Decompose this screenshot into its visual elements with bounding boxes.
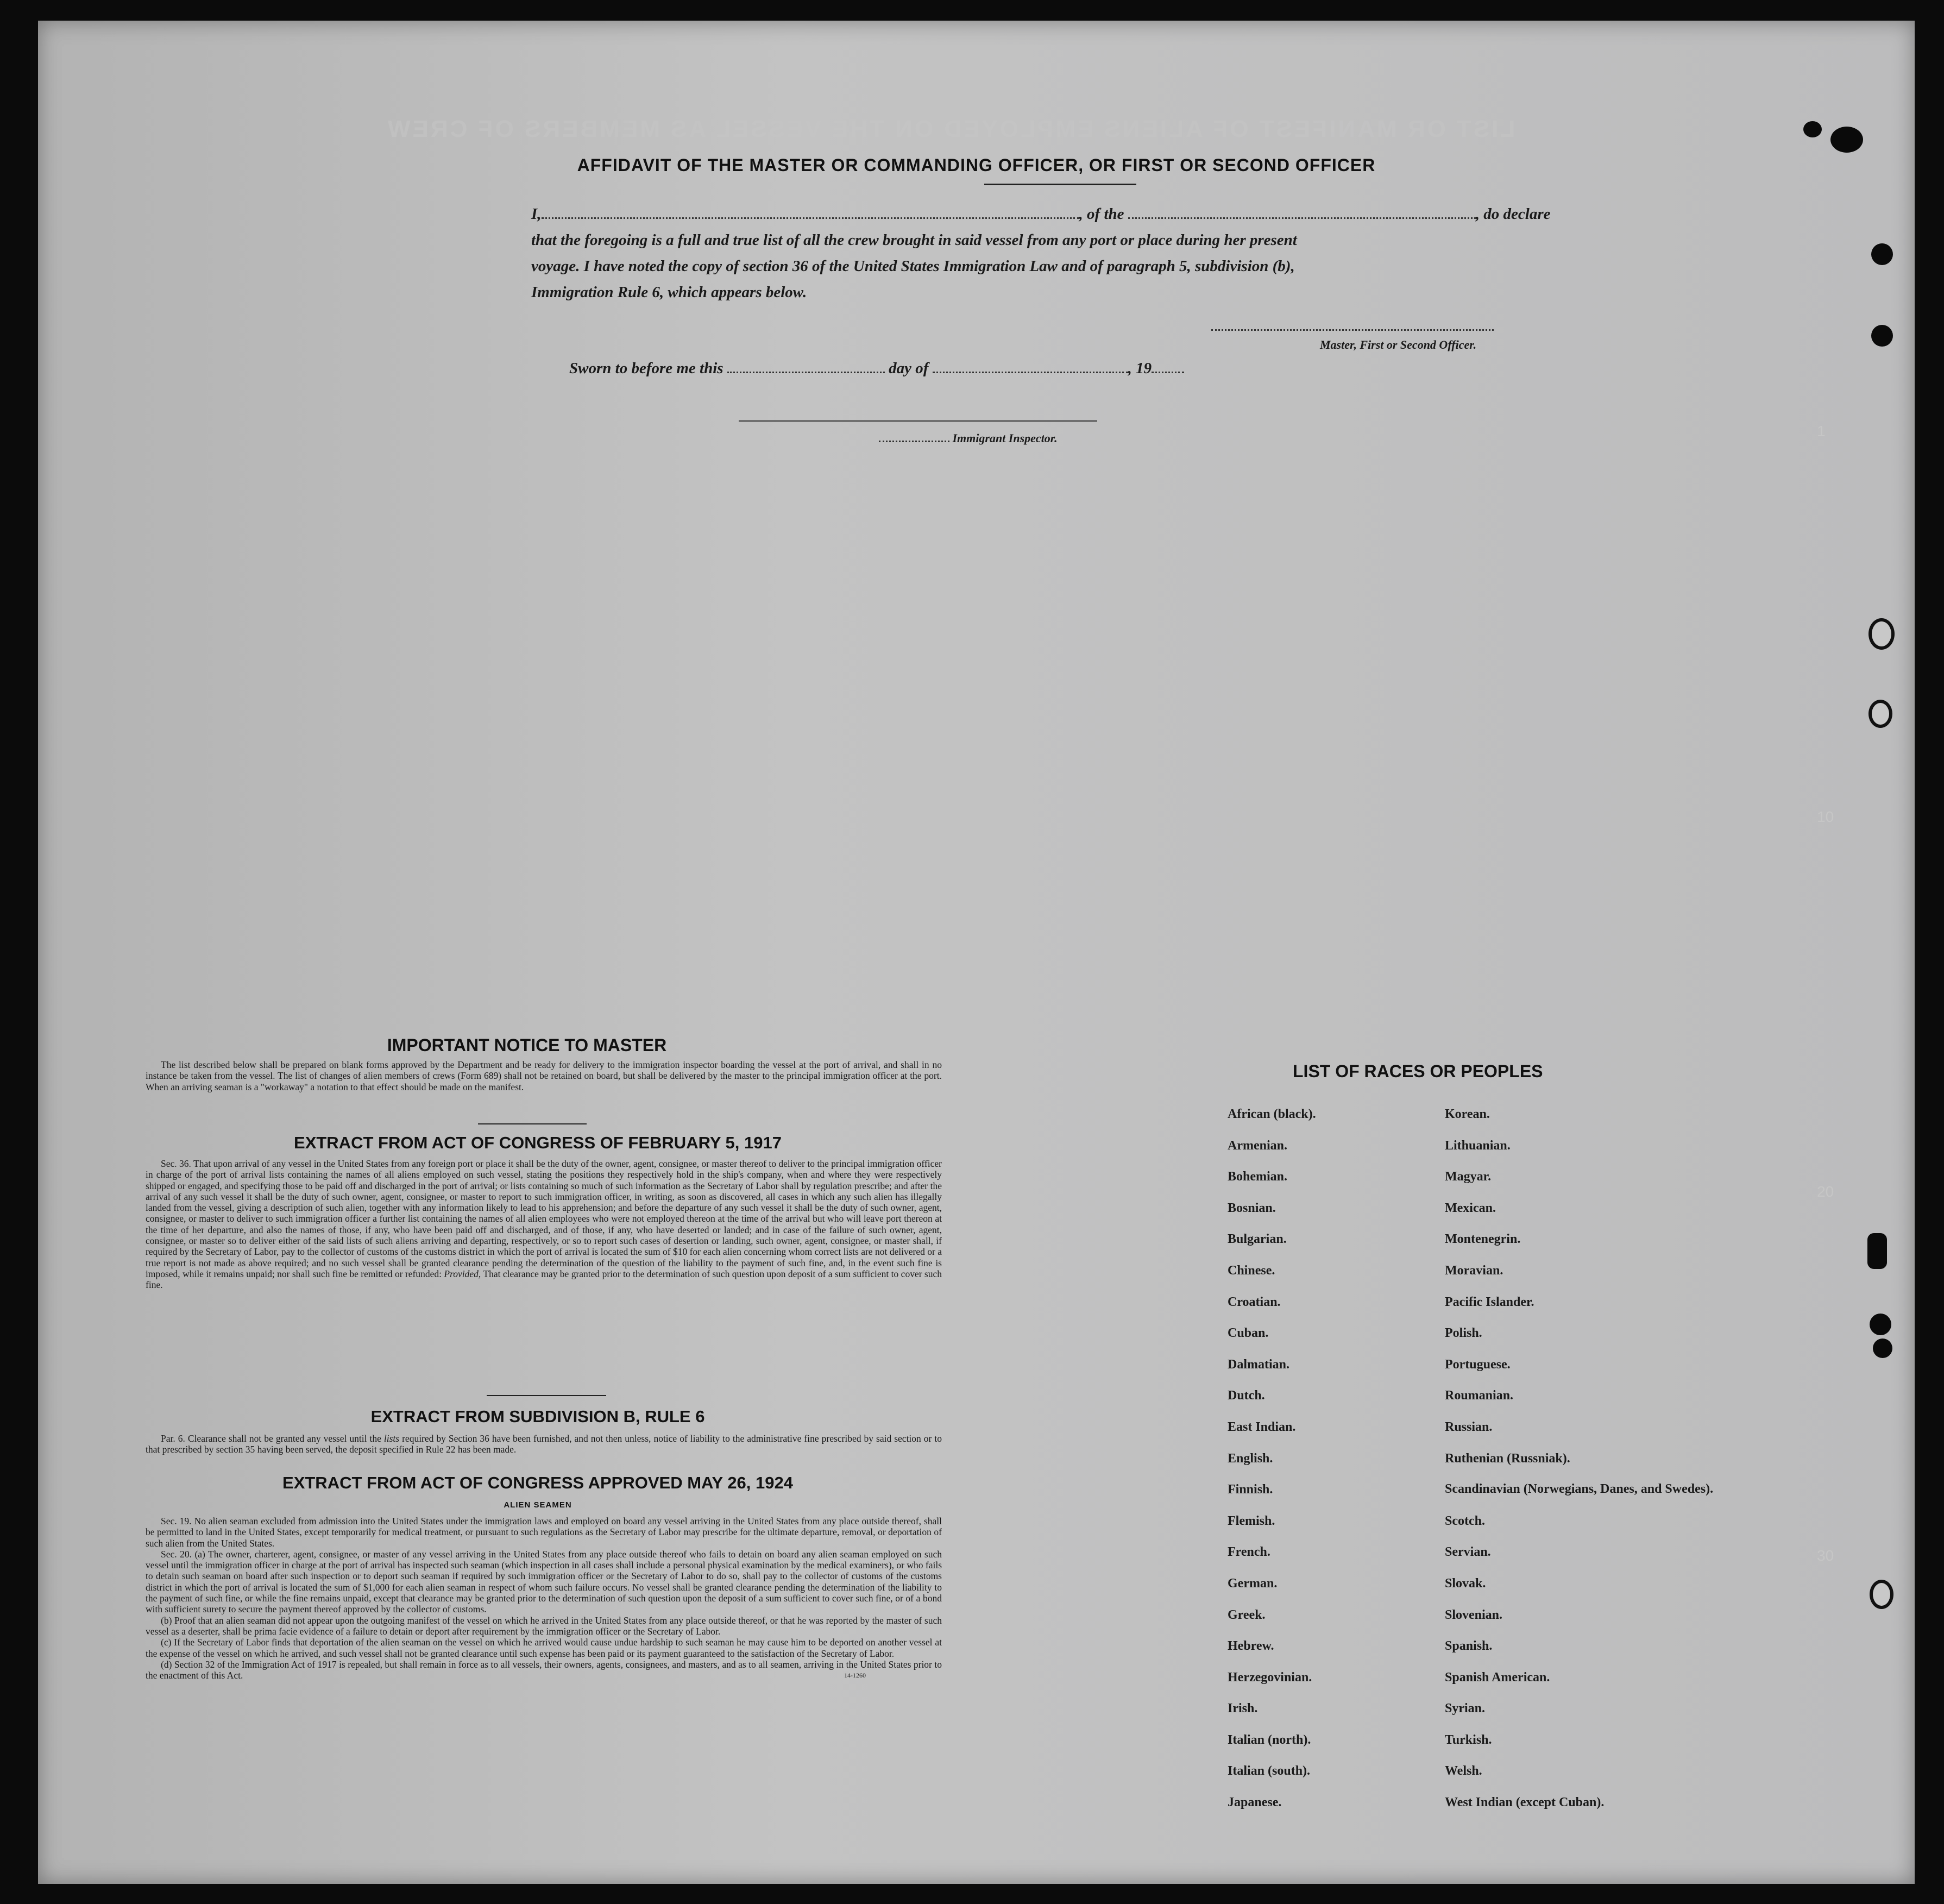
race-item: Hebrew. xyxy=(1228,1639,1274,1654)
signature-caption: Master, First or Second Officer. xyxy=(1320,338,1477,351)
subdivision-b-text xyxy=(146,1433,942,1455)
divider xyxy=(487,1395,606,1396)
sec-19-paragraph: Sec. 19. No alien seaman excluded from admission into the United States under the immigration laws and employed on board any vessel arriving in the United States from any place outside thereof, shall be permitted to land in the United States, except temporarily for medical treatment, or pursuant to such regulations as the Secretary of Labor may prescribe for the ultimate departure, removal, or deportation of such alien from the United States. xyxy=(146,1516,942,1549)
extract-1924-text xyxy=(146,1516,942,1681)
race-item: Syrian. xyxy=(1445,1701,1486,1716)
race-item: Scotch. xyxy=(1445,1513,1485,1528)
affidavit-title: AFFIDAVIT OF THE MASTER OR COMMANDING OFFICER, OR FIRST OR SECOND OFFICER xyxy=(577,155,1376,175)
binder-ring xyxy=(1870,1580,1893,1609)
race-item: Flemish. xyxy=(1228,1513,1275,1528)
extract-1917-text xyxy=(146,1158,942,1291)
par-6-text-before: Par. 6. Clearance shall not be granted any vessel until the xyxy=(161,1433,381,1444)
declaration-line-1 xyxy=(531,205,1550,223)
race-item: Italian (north). xyxy=(1228,1732,1311,1747)
race-item: Mexican. xyxy=(1445,1201,1496,1215)
race-item: Herzegovinian. xyxy=(1228,1670,1312,1685)
race-item: Greek. xyxy=(1228,1607,1266,1622)
race-item: Moravian. xyxy=(1445,1263,1503,1278)
race-item: Italian (south). xyxy=(1228,1764,1311,1779)
of-the-label: , of the xyxy=(1079,205,1124,223)
races-title: LIST OF RACES OR PEOPLES xyxy=(1293,1061,1543,1081)
race-item: Cuban. xyxy=(1228,1326,1269,1341)
binder-hole xyxy=(1871,243,1893,265)
proviso-label: Provided, xyxy=(444,1268,481,1279)
race-item: Finnish. xyxy=(1228,1482,1273,1497)
race-item: Pacific Islander. xyxy=(1445,1295,1534,1309)
race-item: Dutch. xyxy=(1228,1388,1265,1403)
race-item: Korean. xyxy=(1445,1107,1490,1121)
race-item: Slovenian. xyxy=(1445,1607,1503,1622)
race-item: Bohemian. xyxy=(1228,1170,1288,1184)
race-item: West Indian (except Cuban). xyxy=(1445,1795,1605,1810)
par-6-text-after: required by Section 36 have been furnished, and not then unless, notice of liability to the administrative fine prescribed by said section or to that prescribed by section 35 having been served, the deposit specified in Rule 22 has been made. xyxy=(146,1433,942,1455)
race-item: Japanese. xyxy=(1228,1795,1282,1810)
alien-seamen-subtitle: ALIEN SEAMEN xyxy=(504,1500,572,1510)
race-item: Polish. xyxy=(1445,1326,1482,1341)
race-item: English. xyxy=(1228,1451,1273,1466)
race-item: Turkish. xyxy=(1445,1732,1492,1747)
inspector-signature-line xyxy=(739,420,1097,422)
inspector-caption xyxy=(879,431,1058,445)
bleed-through-header: LIST OR MANIFEST OF ALIENS EMPLOYED ON THE VESSEL AS MEMBERS OF CREW xyxy=(386,116,1515,142)
declaration-line-2: that the foregoing is a full and true list of all the crew brought in said vessel from any port or place during her present xyxy=(531,231,1297,249)
i-label: I, xyxy=(531,205,542,223)
race-item: Ruthenian (Russniak). xyxy=(1445,1451,1570,1466)
race-item: Lithuanian. xyxy=(1445,1138,1511,1153)
divider xyxy=(478,1123,587,1124)
race-item: East Indian. xyxy=(1228,1419,1296,1434)
race-item: Dalmatian. xyxy=(1228,1357,1289,1372)
extract-1917-title: EXTRACT FROM ACT OF CONGRESS OF FEBRUARY 5, 1917 xyxy=(294,1133,782,1152)
bleed-row-number: 30 xyxy=(1817,1547,1834,1564)
race-item: Spanish. xyxy=(1445,1639,1493,1654)
bleed-row-number: 1 xyxy=(1817,423,1826,439)
sworn-label: Sworn to before me this xyxy=(569,360,724,377)
declaration-line-3: voyage. I have noted the copy of section 36 of the United States Immigration Law and of paragraph 5, subdivision (b), xyxy=(531,257,1295,275)
name-blank[interactable] xyxy=(542,216,1079,219)
races-list xyxy=(1228,1107,1716,1851)
sec-20a-paragraph: Sec. 20. (a) The owner, charterer, agent, consignee, or master of any vessel arriving in the United States from any place outside thereof who fails to detain on board any alien seaman employed on such vessel until the immigration officer in charge at the port of arrival has inspected such seaman (which inspection in all cases shall include a personal physical examination by the medical examiners), or who fails to detain such seaman on board after such inspection or to deport such seaman if required by such immigration officer or the Secretary of Labor to do so, shall pay to the collector of customs of the customs district in which the port of arrival is located the sum of $1,000 for each alien seaman in respect of whom such failure occurs. No vessel shall be granted clearance pending the determination of the liability to the payment of such fine, or while the fine remains unpaid, except that clearance may be granted prior to the determination of such question upon the deposit of a sum sufficient to cover such fine, or of a bond with sufficient surety to secure the payment thereof approved by the collector of customs. xyxy=(146,1548,942,1615)
race-item: Spanish American. xyxy=(1445,1670,1550,1685)
declaration-line-4: Immigration Rule 6, which appears below. xyxy=(531,284,807,301)
signature-line[interactable] xyxy=(1211,328,1494,331)
section-36-paragraph xyxy=(146,1158,942,1291)
sec-20d-paragraph xyxy=(146,1659,942,1681)
form-number: 14-1260 xyxy=(844,1672,866,1680)
binder-hole xyxy=(1871,325,1893,347)
race-item: Armenian. xyxy=(1228,1138,1287,1153)
race-item: Slovak. xyxy=(1445,1576,1486,1591)
binder-hole xyxy=(1873,1339,1892,1358)
binder-ring xyxy=(1868,618,1895,650)
extract-1924-title: EXTRACT FROM ACT OF CONGRESS APPROVED MAY 26, 1924 xyxy=(282,1473,793,1492)
sworn-day-blank[interactable] xyxy=(727,370,885,373)
race-item: Montenegrin. xyxy=(1445,1232,1521,1247)
vessel-blank[interactable] xyxy=(1128,216,1476,219)
race-item: Roumanian. xyxy=(1445,1388,1514,1403)
binder-hole xyxy=(1867,1233,1887,1269)
race-item: African (black). xyxy=(1228,1107,1316,1121)
race-item: Chinese. xyxy=(1228,1263,1275,1278)
race-item: German. xyxy=(1228,1576,1278,1591)
race-item: Croatian. xyxy=(1228,1295,1281,1309)
binder-hole xyxy=(1870,1314,1891,1335)
year-blank[interactable] xyxy=(1152,370,1184,373)
proviso-text: That clearance may be granted prior to the determination of such question upon deposit of a sum sufficient to cover such fine. xyxy=(146,1268,942,1291)
sworn-line xyxy=(569,360,1184,378)
bleed-row-number: 10 xyxy=(1817,808,1834,825)
bleed-row-number: 20 xyxy=(1817,1183,1834,1200)
section-36-text: Sec. 36. That upon arrival of any vessel in the United States from any foreign port or place it shall be the duty of the owner, agent, consignee, or master thereof to deliver to the principal immigration officer in charge of the port of arrival lists containing the names of all aliens employed on such vessel, stating the positions they respectively hold in the ship's company, when and where they were respectively shipped or engaged, and specifying those to be paid off and discharged in the port of arrival; or lists containing so much of such information as the Secretary of Labor shall by regulation prescribe; and after the arrival of any such vessel it shall be the duty of such owner, agent, consignee, or master to report to such immigration officer, in writing, as soon as discovered, all cases in which any such alien has illegally landed from the vessel, giving a description of such alien, together with any information likely to lead to his apprehension; and before the departure of any such vessel it shall be the duty of such owner, agent, consignee, or master to deliver to such immigration officer a further list containing the names of all alien employees who were not employed thereon at the time of the arrival but who will leave port thereon at the time of her departure, and also the names of those, if any, who have been paid off and discharged, and of those, if any, who have deserted or landed; and in case of the failure of such owner, agent, consignee, or master so to deliver either of the said lists of such aliens arriving and departing, respectively, or so to report such cases of desertion or landing, such owner, agent, consignee, or master shall, if required by the Secretary of Labor, pay to the collector of customs of the customs district in which the port of arrival is located the sum of $10 for each alien concerning whom correct lists are not delivered or a true report is not made as above required; and no such vessel shall be granted clearance pending the determination of the question of the liability to the payment of such fine, and, in the event such fine is imposed, while it remains unpaid; nor shall such fine be remitted or refunded: xyxy=(146,1158,942,1279)
binder-hole xyxy=(1830,127,1863,153)
notice-title: IMPORTANT NOTICE TO MASTER xyxy=(387,1035,667,1055)
race-item: Magyar. xyxy=(1445,1170,1492,1184)
race-item: Russian. xyxy=(1445,1419,1493,1434)
year-label: , 19 xyxy=(1128,360,1152,377)
notice-text xyxy=(146,1059,942,1092)
sec-20d-text: (d) Section 32 of the Immigration Act of 1917 is repealed, but shall remain in force as to all vessels, their owners, agents, consignees, and masters, and as to all seamen, arriving in the United States prior to the enactment of this Act. xyxy=(146,1658,942,1681)
race-item: Scandinavian (Norwegians, Danes, and Swedes). xyxy=(1445,1482,1714,1497)
do-declare-label: , do declare xyxy=(1475,205,1551,223)
race-item: Irish. xyxy=(1228,1701,1258,1716)
day-of-label: day of xyxy=(889,360,929,377)
race-item: Welsh. xyxy=(1445,1764,1482,1779)
document-page xyxy=(38,21,1915,1884)
binder-ring xyxy=(1868,700,1892,728)
inspector-blank[interactable] xyxy=(879,439,949,442)
race-item: Bosnian. xyxy=(1228,1201,1276,1215)
title-underline xyxy=(984,184,1136,185)
inspector-caption-text: Immigrant Inspector. xyxy=(952,431,1058,445)
binder-hole xyxy=(1803,121,1822,137)
subdivision-b-title: EXTRACT FROM SUBDIVISION B, RULE 6 xyxy=(370,1407,705,1426)
sworn-month-blank[interactable] xyxy=(933,370,1128,373)
race-item: French. xyxy=(1228,1545,1270,1560)
race-item: Bulgarian. xyxy=(1228,1232,1287,1247)
sec-20b-paragraph: (b) Proof that an alien seaman did not appear upon the outgoing manifest of the vessel on which he arrived in the United States from any place outside thereof, or that he was reported by the master of such vessel as a deserter, shall be prima facie evidence of a failure to detain or deport after requirement by the immigration officer or the Secretary of Labor. xyxy=(146,1614,942,1637)
sec-20c-paragraph: (c) If the Secretary of Labor finds that deportation of the alien seaman on the vessel on which he arrived would cause undue hardship to such seaman he may cause him to be deported on another vessel at the expense of the vessel on which he arrived, and such vessel shall not be granted clearance until such expense has been paid or its payment guaranteed to the satisfaction of the Secretary of Labor. xyxy=(146,1637,942,1659)
race-item: Portuguese. xyxy=(1445,1357,1511,1372)
notice-paragraph: The list described below shall be prepared on blank forms approved by the Department and be ready for delivery to the immigration inspector boarding the vessel at the port of arrival, and shall in no instance be taken from the vessel. The list of changes of alien members of crews (Form 689) shall not be retained on board, but shall be delivered by the master to the principal immigration officer at the port. When an arriving seaman is a "workaway" a notation to that effect should be made on the manifest. xyxy=(146,1059,942,1092)
lists-word: lists xyxy=(383,1433,400,1444)
par-6-paragraph xyxy=(146,1433,942,1455)
race-item: Servian. xyxy=(1445,1545,1491,1560)
